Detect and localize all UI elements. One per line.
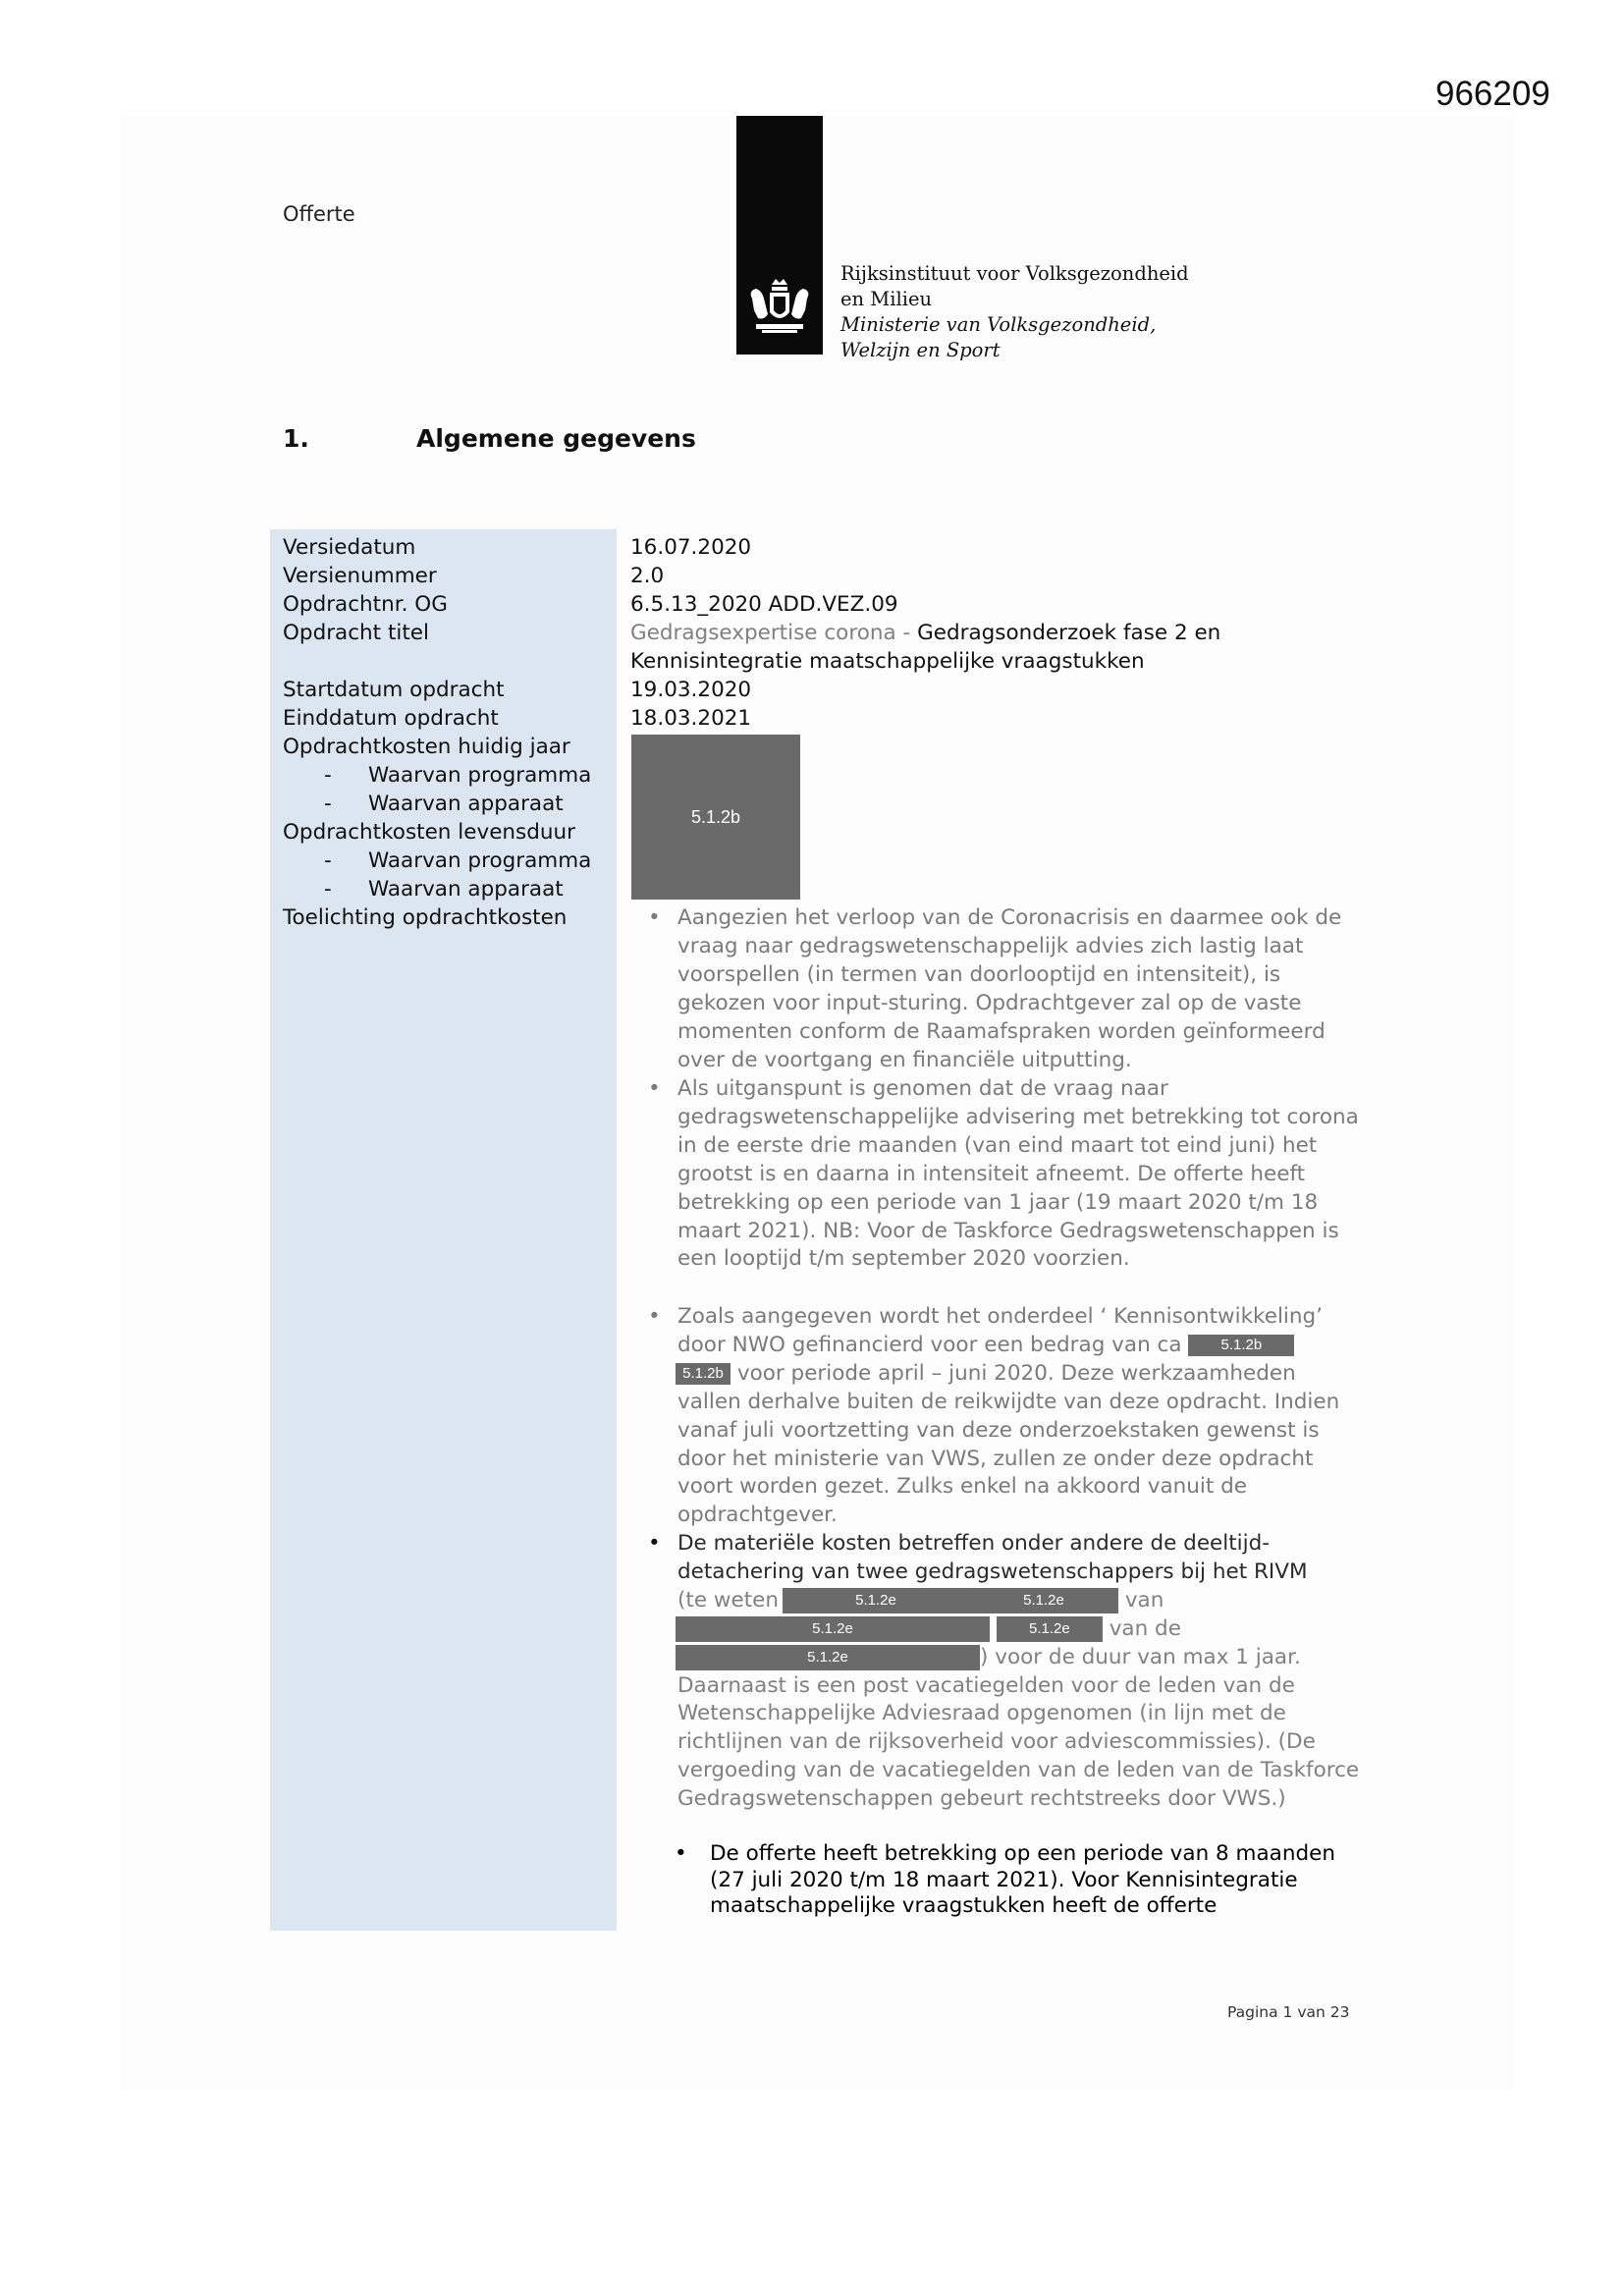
label-opdracht-titel: Opdracht titel [283,621,429,645]
document-label: Offerte [283,202,355,226]
redaction-inline: 5.1.2e [783,1588,969,1613]
bullet-dot: • [648,905,661,930]
redaction-inline: 5.1.2e [969,1588,1118,1613]
bullet-text-rest: vallen derhalve buiten de reikwijdte van deze opdracht. Indien vanaf juli voortzetting van deze onderzoekstaken gewenst is door het ministerie van VWS, zullen ze onder deze opdracht voort worden gezet. Zulks enkel na akkoord vanuit de opdrachtgever. [677,1389,1340,1528]
label-opdrachtnr: Opdrachtnr. OG [283,592,448,617]
bullet-text: ) voor de duur van max 1 jaar. [980,1644,1301,1669]
ministry-line-2: en Milieu [840,288,933,310]
list-dash: - [324,848,332,873]
value-opdracht-titel-line-1 [630,621,1220,645]
label-waarvan-apparaat-1 [324,792,564,816]
bullet-text-rest: Daarnaast is een post vacatiegelden voor de leden van de Wetenschappelijke Adviesraad opgenomen (in lijn met de richtlijnen van de rijksoverheid voor adviescommissies). (De vergoeding van de vacatiegelden van de leden van de Taskforce Gedragswetenschappen gebeurt rechtstreeks door VWS.) [677,1672,1360,1812]
bullet-text: voor periode april – juni 2020. Deze werkzaamheden [736,1360,1296,1386]
label-startdatum: Startdatum opdracht [283,678,505,702]
bullet-dot: • [648,1076,661,1101]
title-grey-part: Gedragsexpertise corona - [630,621,911,645]
ministry-name [840,261,1189,363]
value-startdatum: 19.03.2020 [630,678,752,702]
value-opdrachtnr: 6.5.13_2020 ADD.VEZ.09 [630,592,898,617]
bullet-text: (te weten [677,1587,779,1613]
bullet-text: Aangezien het verloop van de Coronacrisis en daarmee ook de vraag naar gedragswetenschappelijk advies zich lastig laat voorspellen (in termen van doorlooptijd en intensiteit), is gekozen voor input-sturing. Opdrachtgever zal op de vaste momenten conform de Raamafspraken worden geïnformeerd over de voortgang en financiële uitputting. [677,905,1342,1072]
label-text: Waarvan programma [368,763,592,788]
bullet-text: van de [1109,1615,1181,1641]
label-kosten-huidig-jaar: Opdrachtkosten huidig jaar [283,735,570,759]
ministry-line-4: Welzijn en Sport [840,339,1001,361]
bullet-item-2 [648,1075,1365,1274]
redaction-inline: 5.1.2b [1188,1335,1294,1356]
document-id: 966209 [1435,75,1550,113]
bullet-item-3 [648,1303,1365,1530]
bullet-text: door NWO gefinancierd voor een bedrag van ca [677,1332,1182,1357]
label-waarvan-programma-1 [324,763,591,788]
redaction-inline: 5.1.2e [997,1616,1103,1642]
ministry-line-1: Rijksinstituut voor Volksgezondheid [840,262,1189,285]
page-number: Pagina 1 van 23 [1227,2003,1350,2021]
redaction-inline: 5.1.2b [676,1363,731,1385]
title-main-part: Gedragsonderzoek fase 2 en [917,621,1221,645]
label-versiedatum: Versiedatum [283,535,416,560]
label-einddatum: Einddatum opdracht [283,706,499,731]
bullet-text-line-4 [677,1644,1365,1672]
section-number: 1. [283,424,309,453]
bullet-text-line-2 [677,1587,1365,1615]
label-kosten-levensduur: Opdrachtkosten levensduur [283,820,575,845]
list-dash: - [324,792,332,816]
redaction-inline: 5.1.2e [676,1616,990,1642]
bullet-dot: • [648,1531,661,1556]
bullet-text: De offerte heeft betrekking op een periode van 8 maanden (27 juli 2020 t/m 18 maart 2021). Voor Kennisintegratie maatschappelijke vraagstukken heeft de offerte [710,1841,1335,1918]
ministry-line-3: Ministerie van Volksgezondheid, [840,313,1157,336]
redaction-costs: 5.1.2b [631,735,800,900]
label-text: Waarvan programma [368,848,592,873]
label-text: Waarvan apparaat [368,792,564,816]
label-text: Waarvan apparaat [368,877,564,902]
value-versienummer: 2.0 [630,564,665,588]
value-versiedatum: 16.07.2020 [630,535,752,560]
label-versienummer: Versienummer [283,564,437,588]
coat-of-arms-icon [742,275,817,338]
value-einddatum: 18.03.2021 [630,706,752,731]
list-dash: - [324,763,332,788]
bullet-item-4 [648,1530,1365,1814]
bullet-item-5 [675,1841,1358,1920]
bullet-text: Als uitganspunt is genomen dat de vraag naar gedragswetenschappelijke advisering met betrekking tot corona in de eerste drie maanden (van eind maart tot eind juni) het grootst is en daarna in intensiteit afneemt. De offerte heeft betrekking op een periode van 1 jaar (19 maart 2020 t/m 18 maart 2021). NB: Voor de Taskforce Gedragswetenschappen is een looptijd t/m september 2020 voorzien. [677,1076,1359,1272]
section-title: Algemene gegevens [416,424,696,453]
bullet-dot: • [675,1841,687,1866]
redaction-inline: 5.1.2e [676,1645,980,1670]
value-opdracht-titel-line-2: Kennisintegratie maatschappelijke vraagstukken [630,649,1145,674]
label-waarvan-apparaat-2 [324,877,564,902]
label-waarvan-programma-2 [324,848,591,873]
bullet-text-line-1: Zoals aangegeven wordt het onderdeel ‘ Kennisontwikkeling’ [677,1304,1323,1329]
bullet-text: van [1124,1587,1164,1613]
bullet-item-1 [648,904,1365,1074]
bullet-text-line-2 [677,1332,1365,1360]
bullet-text-line-3 [677,1615,1365,1644]
bullet-text-line-3 [677,1360,1365,1389]
bullet-dot: • [648,1304,661,1329]
list-dash: - [324,877,332,902]
label-toelichting: Toelichting opdrachtkosten [283,905,568,930]
bullet-text-line-1: De materiële kosten betreffen onder andere de deeltijd-detachering van twee gedragswetenschappers bij het RIVM [677,1531,1308,1584]
